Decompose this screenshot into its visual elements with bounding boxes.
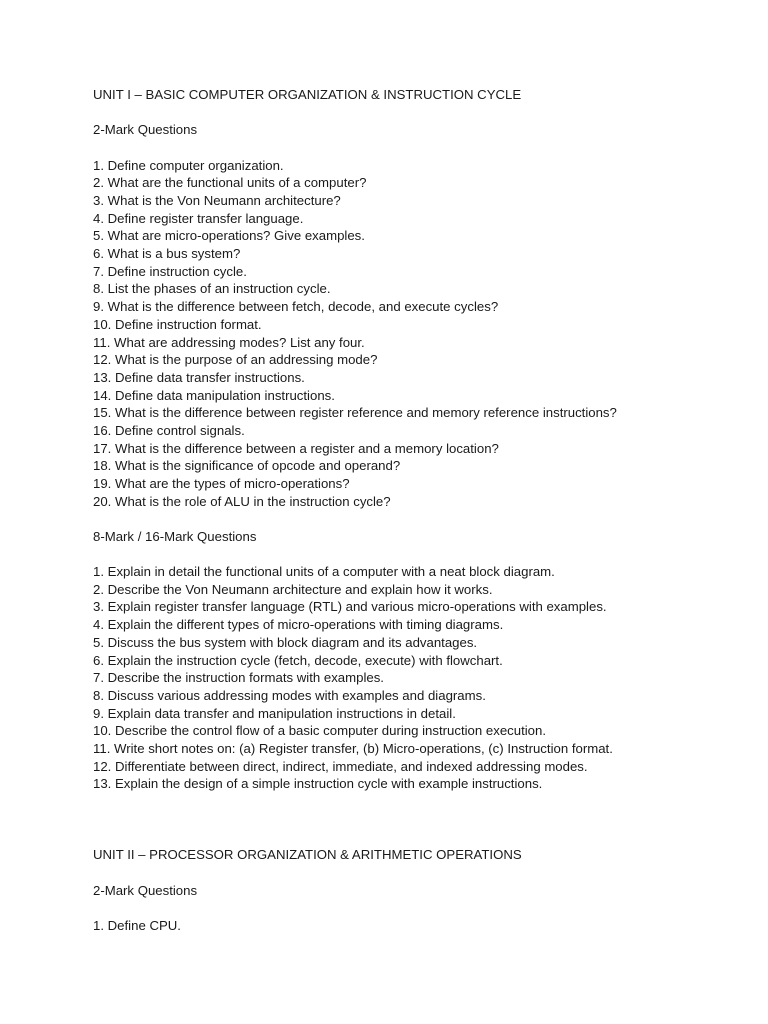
list-item: 11. Write short notes on: (a) Register transfer, (b) Micro-operations, (c) Instruction format.	[93, 741, 613, 756]
list-item: 15. What is the difference between register reference and memory reference instructions?	[93, 405, 617, 421]
list-item: 9. Explain data transfer and manipulation instructions in detail.	[93, 705, 456, 721]
list-item: 10. Define instruction format.	[93, 316, 262, 332]
list-item: 16. Define control signals.	[93, 423, 245, 438]
unit-1-long-heading: 8-Mark / 16-Mark Questions	[93, 528, 257, 544]
list-item: 2. Describe the Von Neumann architecture and explain how it works.	[93, 581, 493, 597]
list-item: 12. What is the purpose of an addressing mode?	[93, 352, 378, 368]
unit-2-short-heading: 2-Mark Questions	[93, 882, 198, 898]
list-item: 12. Differentiate between direct, indirect, immediate, and indexed addressing modes.	[93, 758, 588, 774]
list-item: 1. Explain in detail the functional units of a computer with a neat block diagram.	[93, 564, 555, 579]
list-item: 5. Discuss the bus system with block diagram and its advantages.	[93, 634, 478, 650]
list-item: 6. Explain the instruction cycle (fetch, decode, execute) with flowchart.	[93, 652, 503, 668]
unit-1-short-heading: 2-Mark Questions	[93, 122, 198, 137]
list-item: 10. Describe the control flow of a basic computer during instruction execution.	[93, 723, 547, 739]
list-item: 8. Discuss various addressing modes with examples and diagrams.	[93, 687, 486, 703]
unit-2-title: UNIT II – PROCESSOR ORGANIZATION & ARITHMETIC OPERATIONS	[93, 847, 522, 862]
list-item: 13. Explain the design of a simple instruction cycle with example instructions.	[93, 776, 543, 792]
list-item: 11. What are addressing modes? List any four.	[93, 334, 365, 350]
list-item: 1. Define computer organization.	[93, 157, 284, 173]
list-item: 18. What is the significance of opcode and operand?	[93, 458, 401, 474]
list-item: 8. List the phases of an instruction cycle.	[93, 281, 331, 297]
list-item: 5. What are micro-operations? Give examples.	[93, 228, 365, 244]
list-item: 7. Define instruction cycle.	[93, 263, 247, 279]
list-item: 20. What is the role of ALU in the instruction cycle?	[93, 493, 391, 509]
list-item: 4. Define register transfer language.	[93, 210, 304, 226]
list-item: 9. What is the difference between fetch, decode, and execute cycles?	[93, 299, 499, 315]
unit-1-title: UNIT I – BASIC COMPUTER ORGANIZATION & INSTRUCTION CYCLE	[93, 87, 522, 102]
list-item: 2. What are the functional units of a computer?	[93, 175, 367, 191]
list-item: 19. What are the types of micro-operations?	[93, 476, 350, 492]
list-item: 6. What is a bus system?	[93, 246, 241, 261]
list-item: 3. What is the Von Neumann architecture?	[93, 192, 341, 208]
list-item: 1. Define CPU.	[93, 918, 181, 933]
list-item: 13. Define data transfer instructions.	[93, 369, 305, 385]
list-item: 4. Explain the different types of micro-operations with timing diagrams.	[93, 617, 504, 633]
list-item: 17. What is the difference between a register and a memory location?	[93, 440, 499, 456]
list-item: 7. Describe the instruction formats with examples.	[93, 670, 384, 686]
list-item: 14. Define data manipulation instructions.	[93, 387, 335, 403]
list-item: 3. Explain register transfer language (RTL) and various micro-operations with examples.	[93, 599, 607, 615]
